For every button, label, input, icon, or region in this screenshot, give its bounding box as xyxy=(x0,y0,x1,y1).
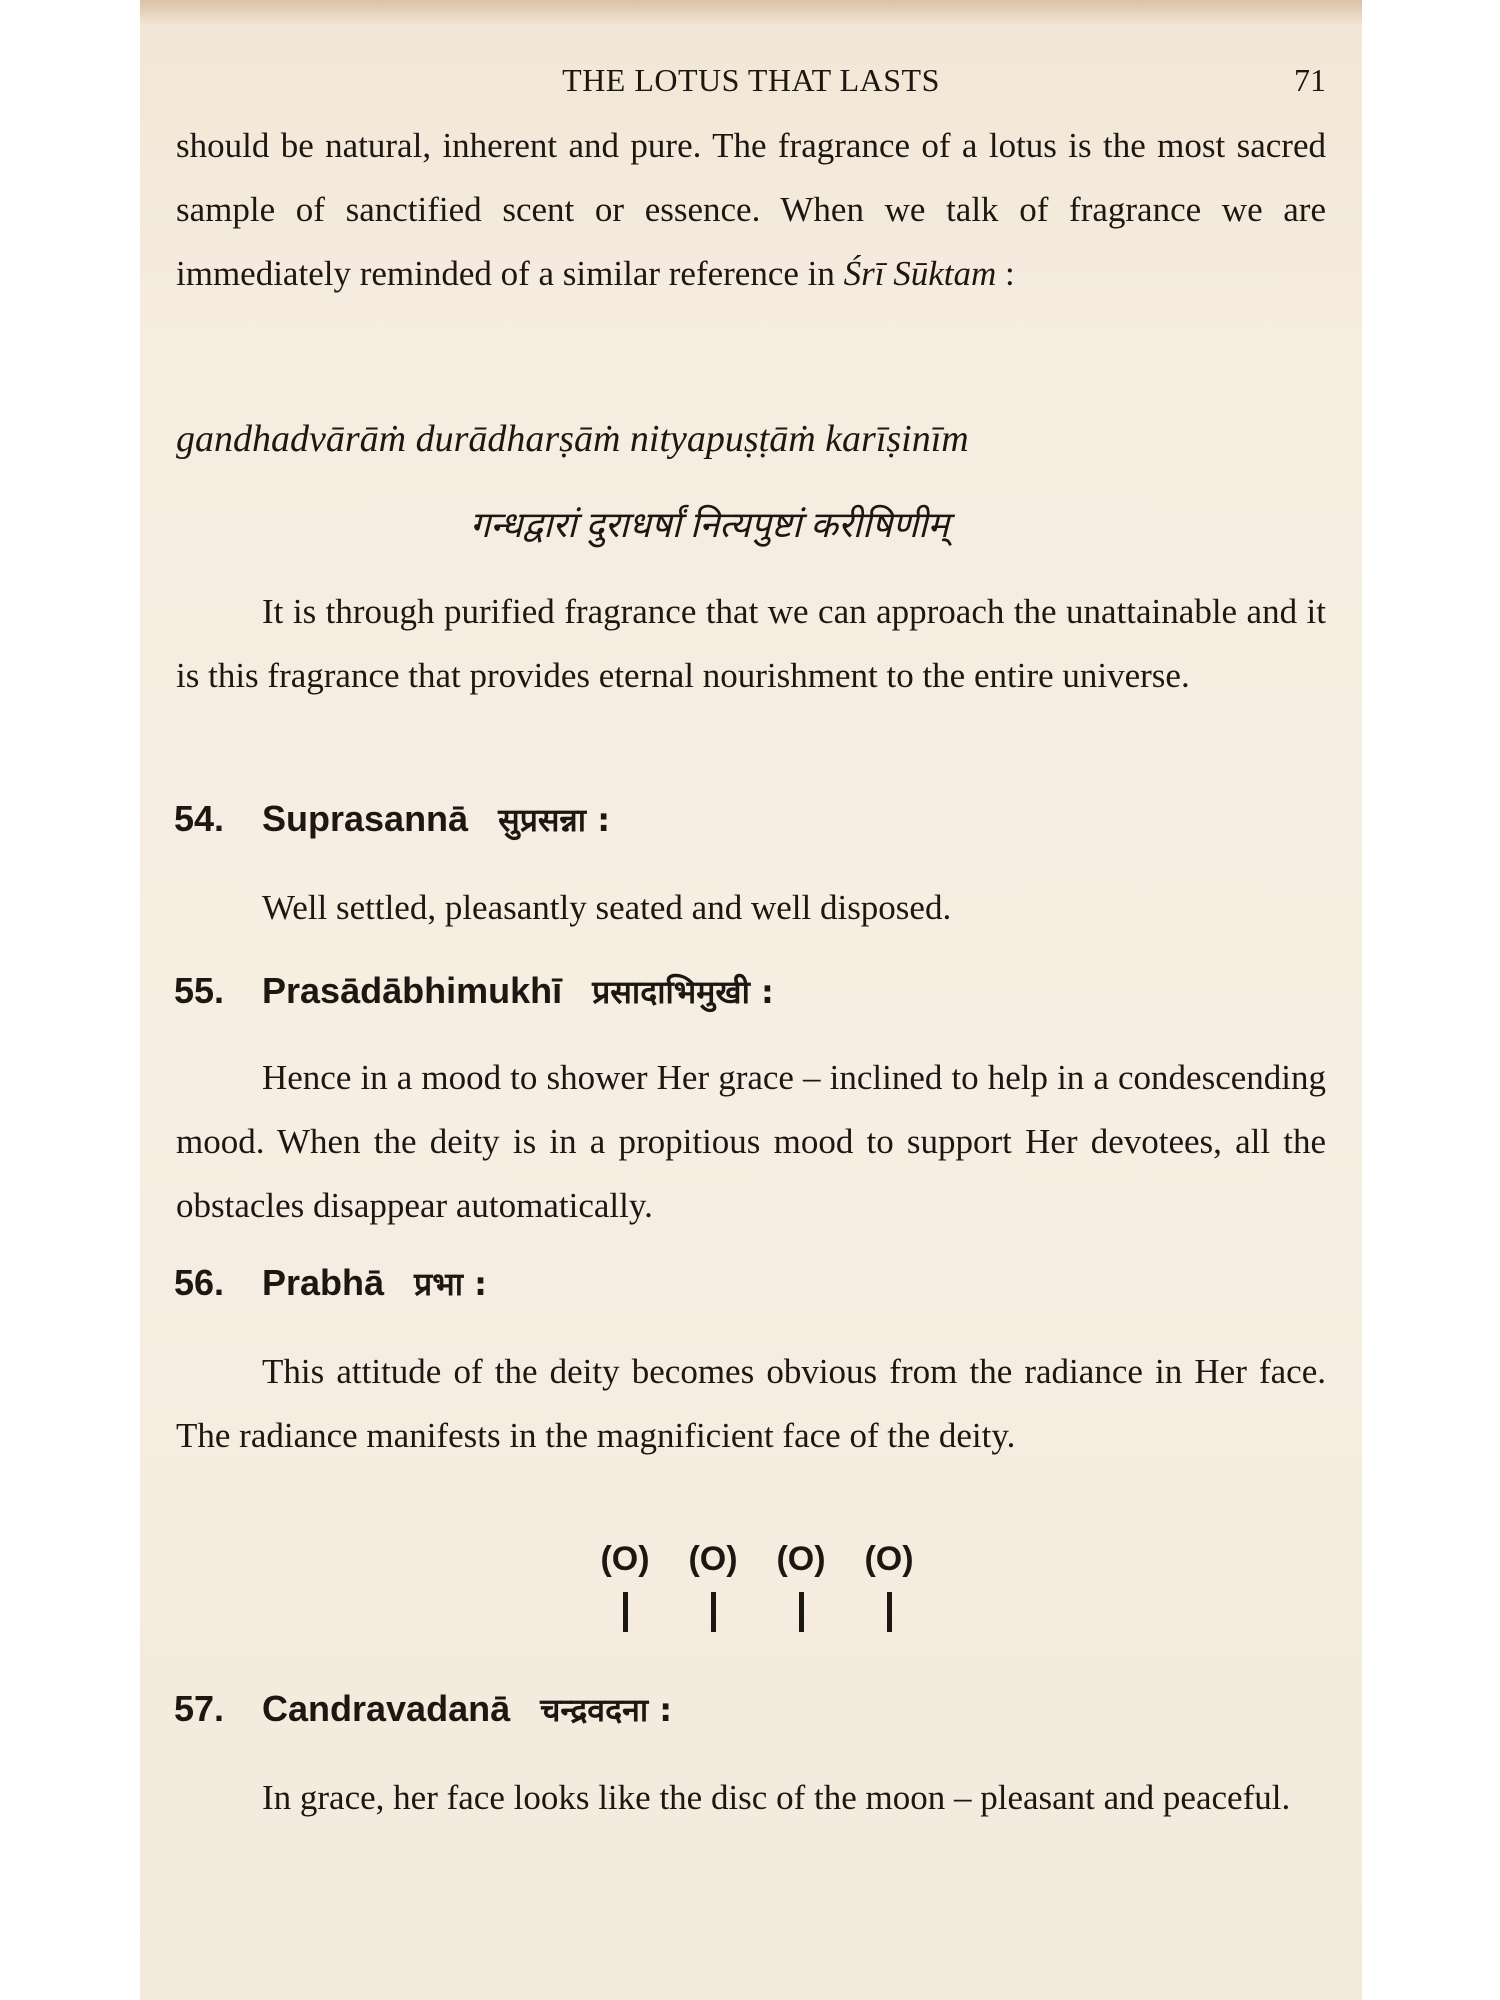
figure-stem xyxy=(623,1592,628,1632)
figure-symbol-label: (O) xyxy=(776,1540,826,1578)
entry-text-56: This attitude of the deity becomes obvious from the radiance in Her face. The radiance manifests in the magnificient face of the deity. xyxy=(176,1352,1326,1455)
entry-heading-54 xyxy=(174,798,610,841)
verse-devanagari: गन्धद्वारां दुराधर्षां नित्यपुष्टां करीषिणीम् xyxy=(470,505,950,545)
figure-symbol xyxy=(761,1540,841,1640)
intro-paragraph xyxy=(176,114,1326,306)
verse-commentary: It is through purified fragrance that we can approach the unattainable and it is this fragrance that provides eternal nourishment to the entire universe. xyxy=(176,592,1326,695)
page-number: 71 xyxy=(1294,62,1326,98)
figure-symbol-label: (O) xyxy=(864,1540,914,1578)
entry-text-57: In grace, her face looks like the disc of the moon – pleasant and peaceful. xyxy=(262,1778,1291,1817)
entry-devanagari: चन्द्रवदना : xyxy=(540,1691,673,1729)
page-header xyxy=(176,62,1326,102)
figure-symbol xyxy=(849,1540,929,1640)
figure-symbol xyxy=(585,1540,665,1640)
entry-name: Suprasannā xyxy=(262,798,469,839)
figure-symbol-label: (O) xyxy=(600,1540,650,1578)
entry-number: 57. xyxy=(174,1688,225,1729)
figure-stem xyxy=(887,1592,892,1632)
running-title: THE LOTUS THAT LASTS xyxy=(562,62,940,98)
entry-name: Prasādābhimukhī xyxy=(262,970,563,1011)
intro-text: should be natural, inherent and pure. The fragrance of a lotus is the most sacred sample of sanctified scent or essence. When we talk of fragrance we are immediately reminded of a similar reference in xyxy=(176,126,1326,293)
symbol-figure xyxy=(585,1540,915,1640)
entry-text-54: Well settled, pleasantly seated and well disposed. xyxy=(262,888,952,927)
entry-devanagari: प्रभा : xyxy=(414,1265,487,1303)
figure-symbol xyxy=(673,1540,753,1640)
entry-devanagari: प्रसादाभिमुखी : xyxy=(592,973,774,1011)
book-page xyxy=(140,0,1362,2000)
figure-symbol-label: (O) xyxy=(688,1540,738,1578)
entry-heading-57 xyxy=(174,1688,672,1731)
entry-number: 54. xyxy=(174,798,225,839)
entry-number: 55. xyxy=(174,970,225,1011)
source-title: Śrī Sūktam xyxy=(843,254,997,293)
entry-heading-56 xyxy=(174,1262,487,1305)
entry-text-55: Hence in a mood to shower Her grace – inclined to help in a condescending mood. When the deity is in a propitious mood to support Her devotees, all the obstacles disappear automatically. xyxy=(176,1058,1326,1225)
figure-stem xyxy=(799,1592,804,1632)
entry-number: 56. xyxy=(174,1262,225,1303)
source-suffix: : xyxy=(996,254,1015,293)
entry-devanagari: सुप्रसन्ना : xyxy=(498,801,611,839)
figure-stem xyxy=(711,1592,716,1632)
entry-name: Candravadanā xyxy=(262,1688,511,1729)
verse-transliteration: gandhadvārāṁ durādharṣāṁ nityapuṣṭāṁ karīṣinīm xyxy=(176,418,969,460)
entry-heading-55 xyxy=(174,970,774,1013)
entry-name: Prabhā xyxy=(262,1262,385,1303)
